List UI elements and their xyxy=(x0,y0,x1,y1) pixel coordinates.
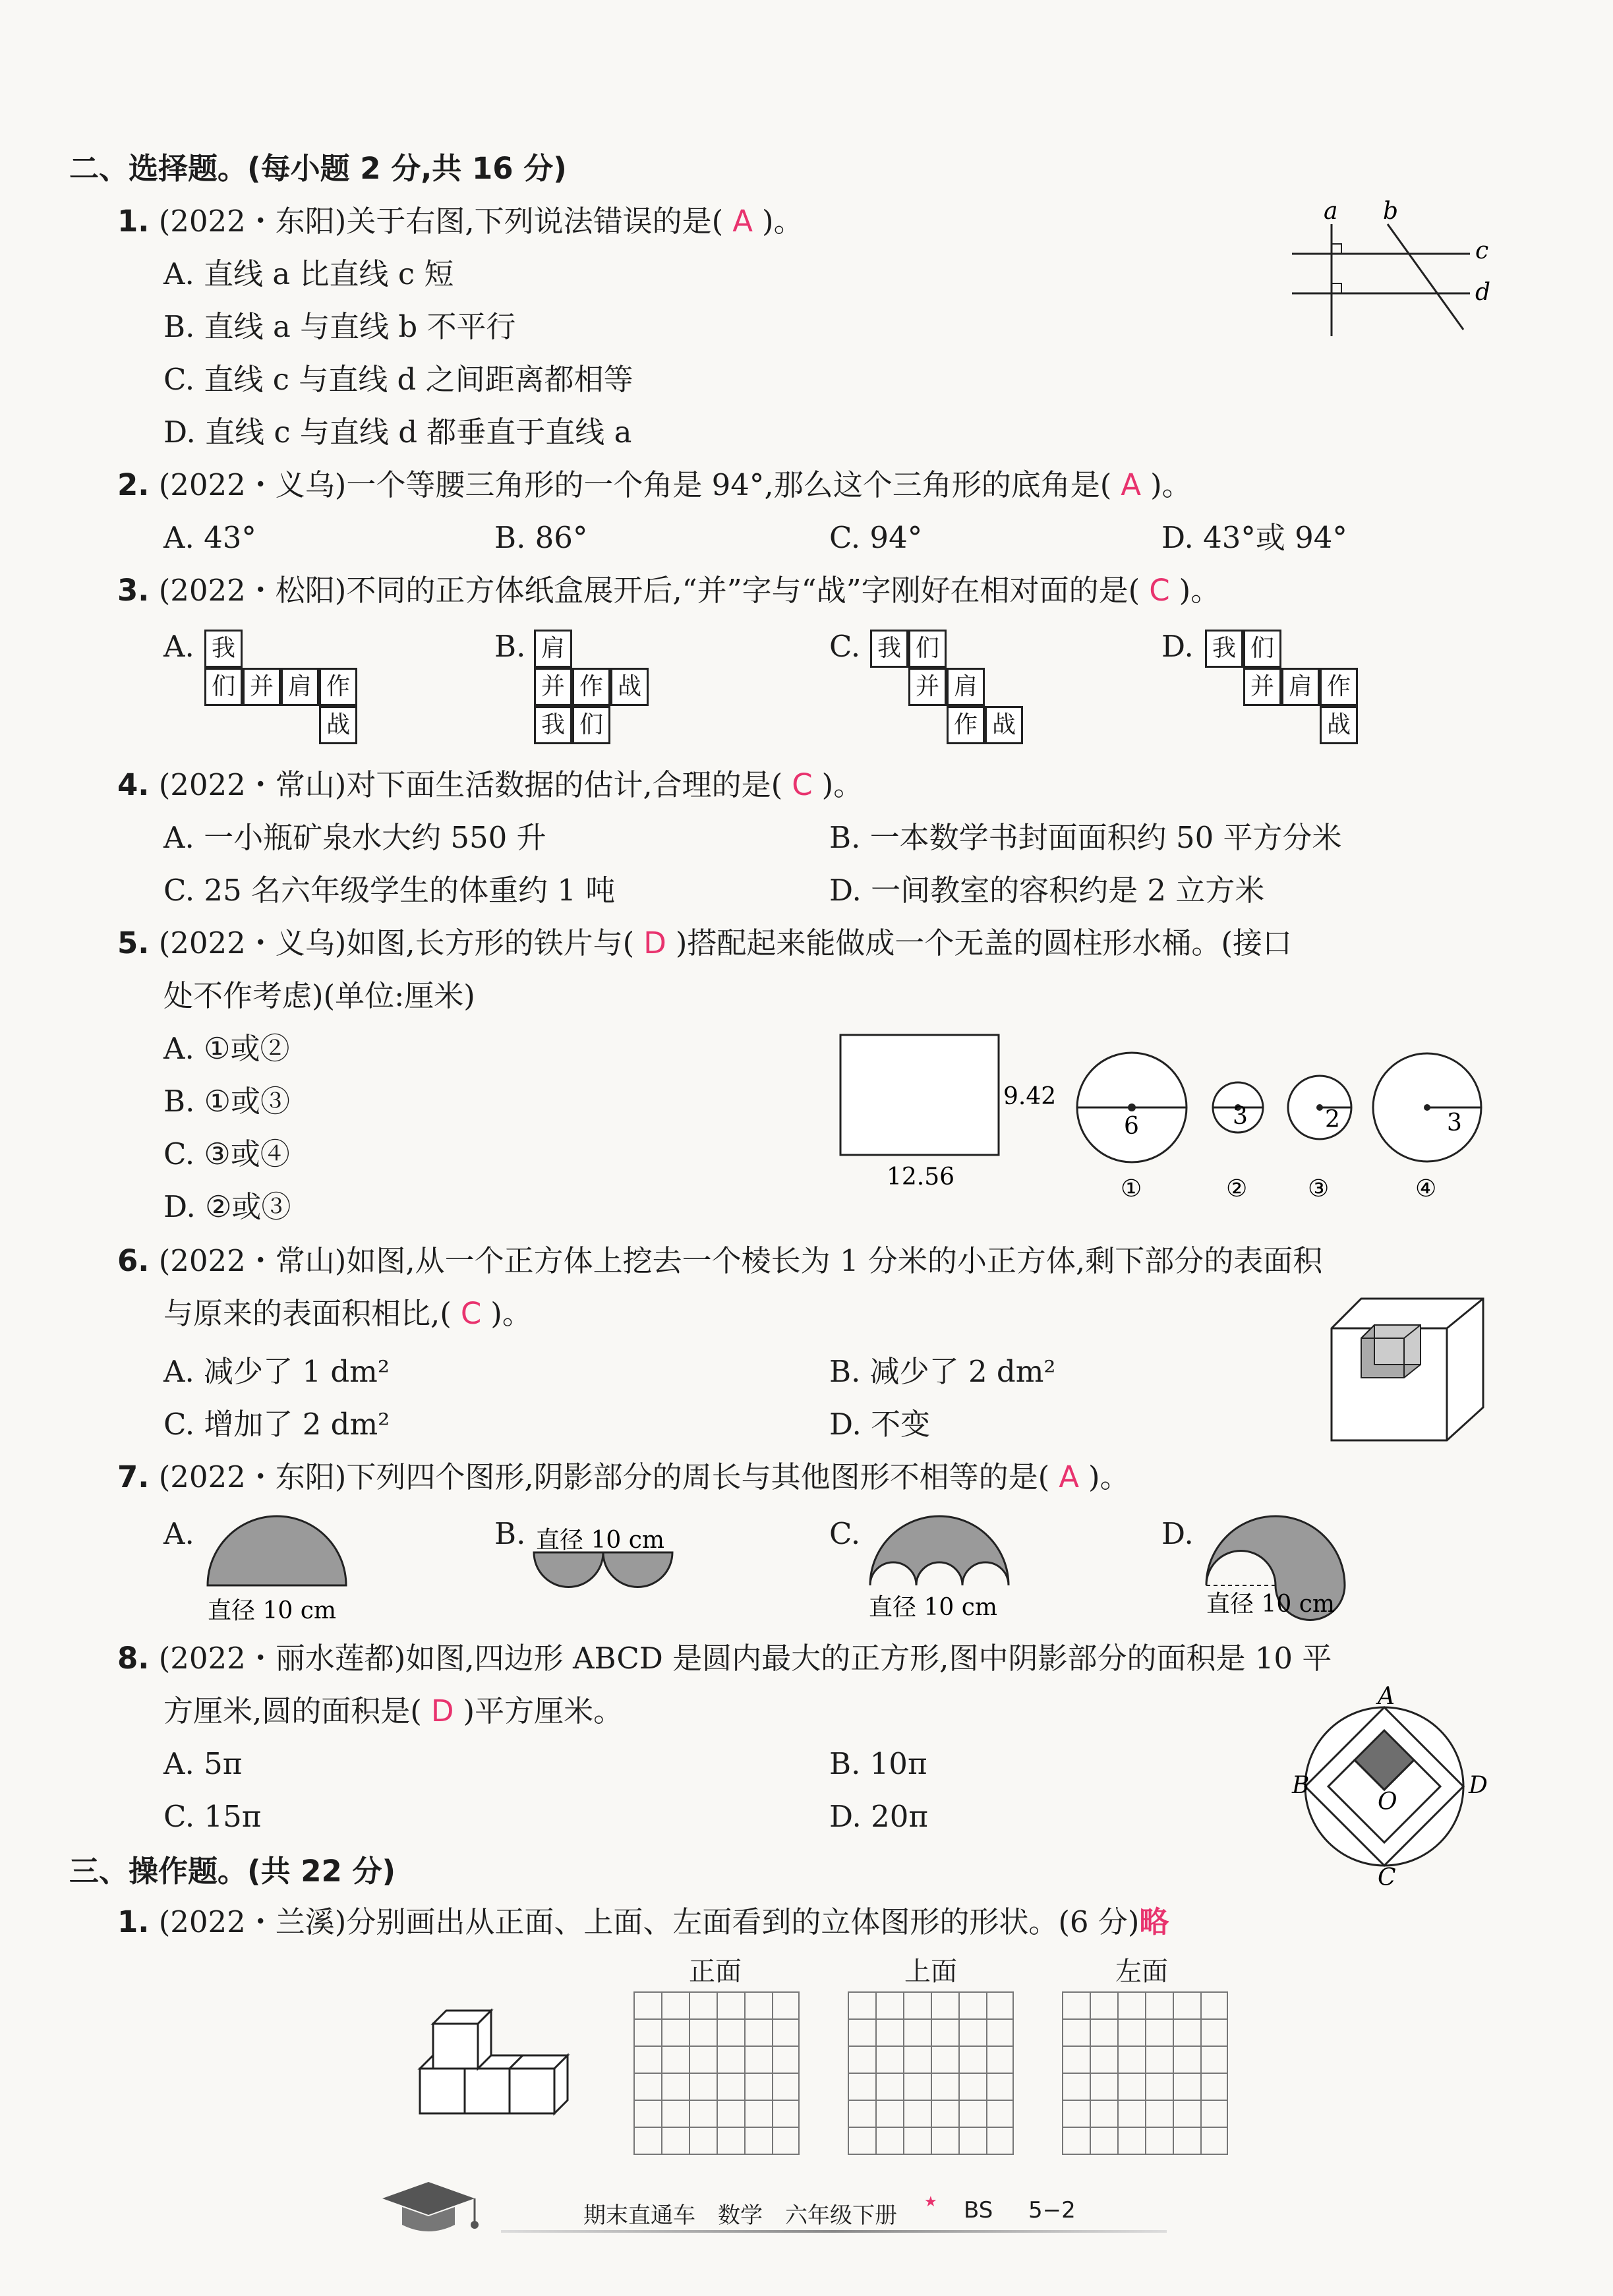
question-number: 1. xyxy=(117,1904,150,1939)
grid-title-front: 正面 xyxy=(689,1957,742,1987)
section-2-title: 二、选择题。(每小题 2 分,共 16 分) xyxy=(69,151,567,186)
option-d: D. 一间教室的容积约是 2 立方米 xyxy=(829,873,1265,908)
net-cell: 们 xyxy=(908,630,947,668)
option-c-label: C. xyxy=(829,1516,861,1551)
option-b: B. ①或③ xyxy=(163,1084,291,1119)
option-b: B. 直线 a 与直线 b 不平行 xyxy=(163,309,516,344)
question-text: (2022・兰溪)分别画出从正面、上面、左面看到的立体图形的形状。(6 分) xyxy=(158,1904,1140,1939)
option-b: B. 一本数学书封面面积约 50 平方分米 xyxy=(829,820,1342,855)
net-cell: 肩 xyxy=(947,668,985,706)
iron-sheet-rectangle xyxy=(840,1035,999,1155)
question-2-stem xyxy=(117,465,1192,506)
option-d: D. ②或③ xyxy=(163,1189,291,1224)
question-text-end: )。 xyxy=(1088,1459,1130,1494)
option-c: C. 直线 c 与直线 d 之间距离都相等 xyxy=(163,362,633,397)
answer: A xyxy=(1059,1459,1080,1494)
question-number: 7. xyxy=(117,1459,150,1494)
question-7-stem xyxy=(117,1457,1130,1498)
option-b: B. 减少了 2 dm² xyxy=(829,1354,1056,1389)
question-number: 1. xyxy=(117,204,150,239)
drawing-grid-front[interactable] xyxy=(633,1991,804,2157)
answer: 略 xyxy=(1139,1904,1169,1939)
net-cell: 们 xyxy=(204,668,243,706)
net-cell: 并 xyxy=(908,668,947,706)
operation-1-stem xyxy=(117,1902,1169,1943)
cube-solid-figure xyxy=(415,2011,573,2136)
parallel-lines-figure xyxy=(1285,198,1496,349)
answer: D xyxy=(643,926,666,960)
net-cell: 并 xyxy=(243,668,281,706)
question-text-end: )。 xyxy=(1150,467,1192,502)
net-cell: 们 xyxy=(1243,630,1281,668)
diameter-label: 直径 10 cm xyxy=(536,1527,664,1554)
question-number: 3. xyxy=(117,573,150,608)
net-cell: 我 xyxy=(1205,630,1243,668)
option-a: A. 5π xyxy=(163,1746,243,1781)
answer: C xyxy=(460,1296,482,1331)
drawing-grid-left[interactable] xyxy=(1061,1991,1233,2157)
drawing-grid-top[interactable] xyxy=(847,1991,1018,2157)
label-c: c xyxy=(1475,237,1489,264)
option-c-label: C. xyxy=(829,629,861,664)
option-b-label: B. xyxy=(494,1516,526,1551)
option-d-label: D. xyxy=(1161,1516,1194,1551)
footer-star-icon: ★ xyxy=(924,2194,937,2210)
circle-2-diameter: 3 xyxy=(1233,1103,1248,1130)
question-5-line2: 处不作考虑)(单位:厘米) xyxy=(163,978,475,1013)
option-a-label: A. xyxy=(163,629,194,664)
answer: A xyxy=(1121,467,1142,502)
shape-a-semicircle xyxy=(201,1513,353,1625)
question-6-line2: 与原来的表面积相比,( C )。 xyxy=(163,1296,532,1331)
shape-b xyxy=(531,1516,682,1615)
net-cell: 我 xyxy=(534,706,572,744)
question-6-stem xyxy=(117,1241,1322,1281)
question-text: (2022・东阳)关于右图,下列说法错误的是( xyxy=(158,204,724,239)
net-cell: 战 xyxy=(610,668,649,706)
question-number: 6. xyxy=(117,1243,150,1278)
option-d-label: D. xyxy=(1161,629,1194,664)
label-b: b xyxy=(1383,198,1399,225)
shape-c xyxy=(864,1513,1028,1625)
option-d: D. 20π xyxy=(829,1799,928,1834)
question-8-stem xyxy=(117,1638,1332,1679)
footer-rule xyxy=(501,2230,1167,2233)
net-cell: 肩 xyxy=(281,668,319,706)
question-text-end: )。 xyxy=(1179,573,1221,608)
option-b: B. 86° xyxy=(494,520,588,555)
option-a: A. ①或② xyxy=(163,1031,290,1066)
rect-width: 12.56 xyxy=(887,1163,955,1191)
label-B: B xyxy=(1292,1772,1310,1799)
answer: A xyxy=(732,204,753,239)
circle-4-radius: 3 xyxy=(1447,1109,1462,1136)
option-c: C. 25 名六年级学生的体重约 1 吨 xyxy=(163,873,616,908)
diameter-label: 直径 10 cm xyxy=(208,1597,336,1624)
question-text: (2022・义乌)如图,长方形的铁片与( xyxy=(158,926,635,960)
label-d: d xyxy=(1475,279,1491,306)
question-3-stem xyxy=(117,570,1220,611)
question-text-end: )搭配起来能做成一个无盖的圆柱形水桶。(接口 xyxy=(675,926,1292,960)
diameter-label: 直径 10 cm xyxy=(1206,1591,1335,1618)
question-text-end: )。 xyxy=(762,204,804,239)
question-number: 2. xyxy=(117,467,150,502)
net-cell: 并 xyxy=(1243,668,1281,706)
shape-d xyxy=(1200,1513,1364,1625)
cube-with-notch-figure xyxy=(1325,1292,1496,1444)
option-a: A. 43° xyxy=(163,520,256,555)
option-a: A. 一小瓶矿泉水大约 550 升 xyxy=(163,820,546,855)
grid-title-top: 上面 xyxy=(904,1957,957,1987)
option-c: C. 94° xyxy=(829,520,923,555)
question-text: (2022・东阳)下列四个图形,阴影部分的周长与其他图形不相等的是( xyxy=(158,1459,1050,1494)
circle-3-label: ③ xyxy=(1308,1175,1330,1202)
circle-square-figure xyxy=(1292,1683,1490,1891)
question-text: (2022・义乌)一个等腰三角形的一个角是 94°,那么这个三角形的底角是( xyxy=(158,467,1112,502)
footer-title: 期末直通车 数学 六年级下册 xyxy=(583,2202,897,2229)
question-number: 5. xyxy=(117,926,150,960)
label-a: a xyxy=(1324,198,1338,225)
question-text: (2022・松阳)不同的正方体纸盒展开后,“并”字与“战”字刚好在相对面的是( xyxy=(158,573,1140,608)
graduation-cap-icon xyxy=(376,2175,481,2248)
label-O: O xyxy=(1378,1788,1397,1815)
net-cell: 我 xyxy=(204,630,243,668)
option-a-label: A. xyxy=(163,1516,194,1551)
page-number: 5−2 xyxy=(1028,2197,1076,2223)
label-D: D xyxy=(1469,1772,1488,1799)
question-text: (2022・丽水莲都)如图,四边形 ABCD 是圆内最大的正方形,图中阴影部分的面积是 10 平 xyxy=(158,1641,1332,1676)
net-cell: 战 xyxy=(1320,706,1358,744)
option-b-label: B. xyxy=(494,629,526,664)
option-a: A. 减少了 1 dm² xyxy=(163,1354,390,1389)
option-b: B. 10π xyxy=(829,1746,927,1781)
circle-2-label: ② xyxy=(1226,1175,1248,1202)
question-1-stem xyxy=(117,201,804,242)
option-a: A. 直线 a 比直线 c 短 xyxy=(163,256,454,291)
label-C: C xyxy=(1378,1864,1396,1891)
circle-4-label: ④ xyxy=(1415,1175,1437,1202)
net-cell: 并 xyxy=(534,668,572,706)
net-cell: 作 xyxy=(947,706,985,744)
option-c: C. 15π xyxy=(163,1799,262,1834)
answer: C xyxy=(1149,573,1170,608)
option-c: C. 增加了 2 dm² xyxy=(163,1407,390,1442)
net-cell: 作 xyxy=(572,668,610,706)
question-text: (2022・常山)如图,从一个正方体上挖去一个棱长为 1 分米的小正方体,剩下部分的表面积 xyxy=(158,1243,1323,1278)
net-cell: 作 xyxy=(1320,668,1358,706)
net-cell: 作 xyxy=(319,668,357,706)
label-A: A xyxy=(1378,1683,1395,1710)
question-text: (2022・常山)对下面生活数据的估计,合理的是( xyxy=(158,767,783,802)
circle-3-radius: 2 xyxy=(1325,1106,1340,1133)
option-d: D. 43°或 94° xyxy=(1161,520,1347,555)
answer: D xyxy=(430,1693,454,1728)
answer: C xyxy=(792,767,813,802)
question-number: 4. xyxy=(117,767,150,802)
question-5-stem xyxy=(117,923,1292,964)
net-cell: 战 xyxy=(319,706,357,744)
rectangle-and-circles-figure xyxy=(837,1032,1496,1210)
question-text-end: )。 xyxy=(821,767,864,802)
net-cell: 我 xyxy=(870,630,908,668)
section-3-title: 三、操作题。(共 22 分) xyxy=(69,1854,396,1889)
question-4-stem xyxy=(117,765,863,806)
net-cell: 肩 xyxy=(1281,668,1320,706)
footer-edition: BS xyxy=(964,2197,993,2223)
rect-height: 9.42 xyxy=(1003,1083,1057,1110)
question-8-line2: 方厘米,圆的面积是( D )平方厘米。 xyxy=(163,1693,624,1728)
option-c: C. ③或④ xyxy=(163,1136,290,1171)
grid-title-left: 左面 xyxy=(1115,1957,1168,1987)
option-d: D. 不变 xyxy=(829,1407,931,1442)
option-d: D. 直线 c 与直线 d 都垂直于直线 a xyxy=(163,415,632,450)
net-cell: 战 xyxy=(985,706,1023,744)
circle-1-diameter: 6 xyxy=(1124,1113,1139,1140)
net-cell: 们 xyxy=(572,706,610,744)
circle-1-label: ① xyxy=(1121,1175,1142,1202)
question-number: 8. xyxy=(117,1641,150,1676)
net-cell: 肩 xyxy=(534,630,572,668)
diameter-label: 直径 10 cm xyxy=(869,1594,997,1621)
